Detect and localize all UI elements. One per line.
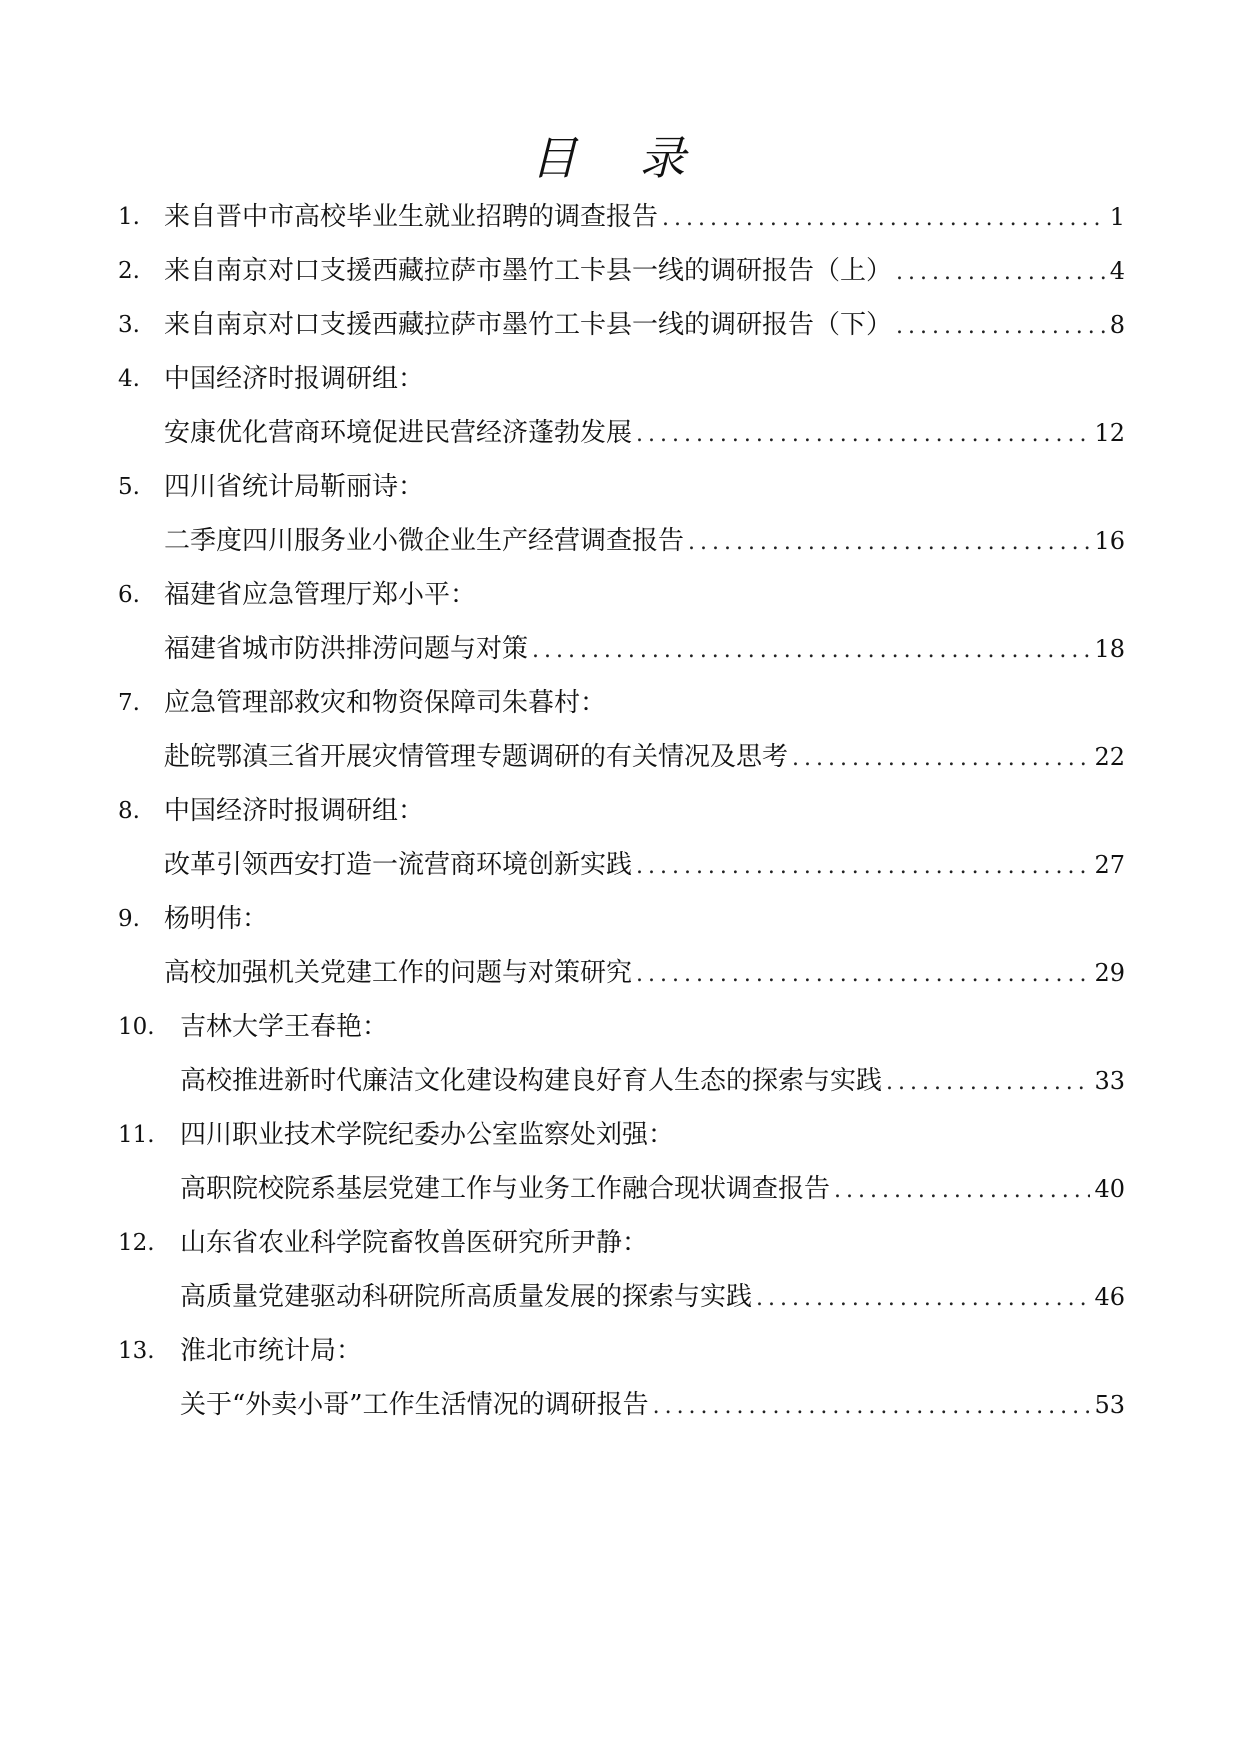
toc-page-number: 46 — [1094, 1283, 1125, 1311]
toc-entry-subtitle-row[interactable] — [118, 1378, 1125, 1432]
dot-leader — [688, 516, 1090, 570]
page-title: 目 录 — [530, 131, 710, 185]
toc-entry-subtitle: 高校推进新时代廉洁文化建设构建良好育人生态的探索与实践 — [180, 1066, 883, 1096]
toc-entry-title: 来自南京对口支援西藏拉萨市墨竹工卡县一线的调研报告（上） — [164, 256, 893, 286]
toc-page-number: 33 — [1094, 1067, 1125, 1095]
dot-leader — [636, 948, 1090, 1002]
toc-entry-number: 11. — [118, 1122, 155, 1148]
toc-entry-number: 2. — [118, 258, 140, 284]
toc-entry[interactable] — [118, 1108, 1125, 1162]
dot-leader — [756, 1272, 1090, 1326]
dot-leader — [636, 840, 1090, 894]
toc-entry-title: 淮北市统计局： — [180, 1336, 363, 1366]
toc-entry-subtitle: 安康优化营商环境促进民营经济蓬勃发展 — [164, 418, 633, 448]
toc-entry-number: 12. — [118, 1230, 155, 1256]
toc-entry-title: 来自南京对口支援西藏拉萨市墨竹工卡县一线的调研报告（下） — [164, 310, 893, 340]
toc-entry[interactable] — [118, 460, 1125, 514]
toc-entry-subtitle: 改革引领西安打造一流营商环境创新实践 — [164, 850, 633, 880]
dot-leader — [653, 1380, 1091, 1434]
toc-entry-title: 福建省应急管理厅郑小平： — [164, 580, 477, 610]
toc-page-number: 1 — [1109, 203, 1125, 231]
toc-entry-subtitle-row[interactable] — [118, 946, 1125, 1000]
toc-entry[interactable] — [118, 1000, 1125, 1054]
toc-entry-subtitle: 福建省城市防洪排涝问题与对策 — [164, 634, 529, 664]
toc-entry[interactable] — [118, 784, 1125, 838]
toc-entry[interactable] — [118, 676, 1125, 730]
toc-page-number: 12 — [1094, 419, 1125, 447]
toc-entry-number: 9. — [118, 906, 140, 932]
toc-entry-subtitle: 高校加强机关党建工作的问题与对策研究 — [164, 958, 633, 988]
toc-entry-title: 来自晋中市高校毕业生就业招聘的调查报告 — [164, 202, 659, 232]
toc-entry-title: 山东省农业科学院畜牧兽医研究所尹静： — [180, 1228, 649, 1258]
toc-page-number: 40 — [1094, 1175, 1125, 1203]
toc-entry-subtitle: 关于“外卖小哥”工作生活情况的调研报告 — [180, 1390, 649, 1420]
toc-entry[interactable] — [118, 1216, 1125, 1270]
toc-entry-title: 杨明伟： — [164, 904, 269, 934]
toc-entry-number: 1. — [118, 204, 140, 230]
toc-page-number: 29 — [1094, 959, 1125, 987]
dot-leader — [896, 246, 1106, 300]
toc-entry-subtitle-row[interactable] — [118, 838, 1125, 892]
toc-entry-subtitle-row[interactable] — [118, 730, 1125, 784]
toc-page-number: 18 — [1094, 635, 1125, 663]
toc-entry-subtitle: 高质量党建驱动科研院所高质量发展的探索与实践 — [180, 1282, 753, 1312]
toc-entry-title: 中国经济时报调研组： — [164, 796, 425, 826]
toc-page-number: 4 — [1109, 257, 1125, 285]
toc-entry-subtitle: 赴皖鄂滇三省开展灾情管理专题调研的有关情况及思考 — [164, 742, 789, 772]
toc-entry[interactable] — [118, 892, 1125, 946]
toc-entry[interactable] — [118, 568, 1125, 622]
toc-entry[interactable] — [118, 1324, 1125, 1378]
toc-entry-subtitle: 二季度四川服务业小微企业生产经营调查报告 — [164, 526, 685, 556]
toc-entry-title: 中国经济时报调研组： — [164, 364, 425, 394]
toc-entry-number: 8. — [118, 798, 140, 824]
toc-entry[interactable] — [118, 190, 1125, 244]
toc-entry-subtitle-row[interactable] — [118, 1270, 1125, 1324]
dot-leader — [532, 624, 1090, 678]
toc-entry[interactable] — [118, 244, 1125, 298]
toc-entry-number: 13. — [118, 1338, 155, 1364]
toc-page-number: 53 — [1094, 1391, 1125, 1419]
toc-entry-number: 6. — [118, 582, 140, 608]
dot-leader — [636, 408, 1090, 462]
toc-entry-number: 10. — [118, 1014, 155, 1040]
dot-leader — [662, 192, 1106, 246]
toc-entry-subtitle-row[interactable] — [118, 1162, 1125, 1216]
toc-page-number: 16 — [1094, 527, 1125, 555]
toc-entry-subtitle: 高职院校院系基层党建工作与业务工作融合现状调查报告 — [180, 1174, 831, 1204]
toc-entry[interactable] — [118, 298, 1125, 352]
dot-leader — [886, 1056, 1090, 1110]
toc-entry-subtitle-row[interactable] — [118, 622, 1125, 676]
toc-page-number: 27 — [1094, 851, 1125, 879]
toc-entry-number: 5. — [118, 474, 140, 500]
toc-entry-subtitle-row[interactable] — [118, 1054, 1125, 1108]
toc-entry[interactable] — [118, 352, 1125, 406]
toc-entry-number: 7. — [118, 690, 140, 716]
toc-entry-subtitle-row[interactable] — [118, 514, 1125, 568]
toc-page-number: 22 — [1094, 743, 1125, 771]
dot-leader — [896, 300, 1106, 354]
toc-page-number: 8 — [1109, 311, 1125, 339]
dot-leader — [792, 732, 1090, 786]
toc-entry-title: 应急管理部救灾和物资保障司朱暮村： — [164, 688, 607, 718]
toc-entry-number: 4. — [118, 366, 140, 392]
toc-list — [118, 190, 1125, 1432]
toc-entry-subtitle-row[interactable] — [118, 406, 1125, 460]
toc-entry-title: 四川省统计局靳丽诗： — [164, 472, 425, 502]
dot-leader — [834, 1164, 1090, 1218]
toc-entry-number: 3. — [118, 312, 140, 338]
toc-entry-title: 四川职业技术学院纪委办公室监察处刘强： — [180, 1120, 675, 1150]
toc-entry-title: 吉林大学王春艳： — [180, 1012, 389, 1042]
